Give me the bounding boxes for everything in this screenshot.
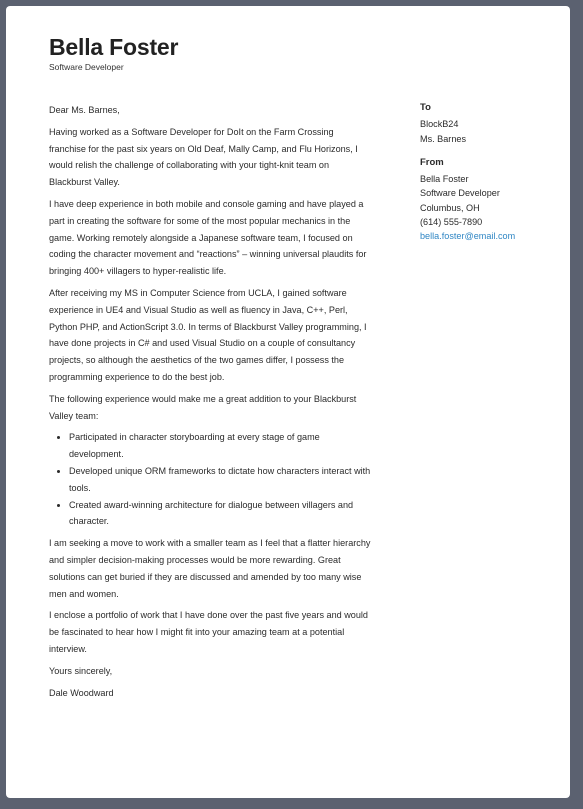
sender-title: Software Developer: [420, 188, 500, 199]
signature: Dale Woodward: [49, 687, 114, 698]
recipient-heading: To: [420, 102, 431, 113]
recipient-block: [420, 101, 515, 146]
sender-name: Bella Foster: [420, 174, 469, 185]
list-item: • Participated in character storyboarding at every stage of game development.: [69, 429, 372, 463]
sender-phone: (614) 555-7890: [420, 217, 483, 228]
sender-block: [420, 156, 515, 244]
letter-body: [49, 102, 372, 706]
paragraph: Having worked as a Software Developer for DoIt on the Farm Crossing franchise for the past six years on Old Deaf, Mally Camp, and Flu Horizons, I would relish the challenge of collaborating with your tight-knit team on Blackburst Valley.: [49, 126, 358, 188]
letter-page: [6, 6, 570, 798]
sender-location: Columbus, OH: [420, 202, 480, 213]
paragraph: After receiving my MS in Computer Science from UCLA, I gained software experience in UE4 and Visual Studio as well as fluency in Java, C++, Perl, Python PHP, and ActionScript 3.0. In terms of Blackburst Valley programming, I have done projects in C# and used Visual Studio on a couple of consultancy projects, so although the aesthetics of the two games differ, I possess the programming experience to do the best job.: [49, 287, 367, 382]
recipient-company: BlockB24: [420, 119, 459, 130]
paragraph: I have deep experience in both mobile and console gaming and have played a part in creating the software for some of the most popular mechanics in the game. Working remotely alongside a Japanese software team, I focused on coding the character movement and “reactions” – winning universal plaudits for bringing 400+ villagers to hyper-realistic life.: [49, 198, 367, 277]
experience-list: [49, 429, 372, 530]
paragraph: The following experience would make me a great addition to your Blackburst Valley team:: [49, 393, 357, 421]
sender-email-link[interactable]: bella.foster@email.com: [420, 231, 516, 242]
salutation: Dear Ms. Barnes,: [49, 105, 120, 115]
recipient-name: Ms. Barnes: [420, 133, 466, 144]
sender-heading: From: [420, 156, 444, 168]
list-item: • Developed unique ORM frameworks to dictate how characters interact with tools.: [69, 463, 372, 497]
contact-sidebar: [420, 101, 515, 254]
list-item: • Created award-winning architecture for dialogue between villagers and character.: [69, 497, 372, 531]
paragraph: I enclose a portfolio of work that I have done over the past five years and would be fascinated to hear how I might fit into your amazing team at a potential interview.: [49, 610, 368, 654]
applicant-name: Bella Foster: [49, 34, 179, 60]
signoff: Yours sincerely,: [49, 665, 113, 676]
paragraph: I am seeking a move to work with a smaller team as I feel that a flatter hierarchy and simpler decision-making processes would be more rewarding. Great solutions can get buried if they are discussed and amended by too many wise men and women.: [49, 538, 371, 599]
applicant-title: Software Developer: [49, 62, 124, 72]
